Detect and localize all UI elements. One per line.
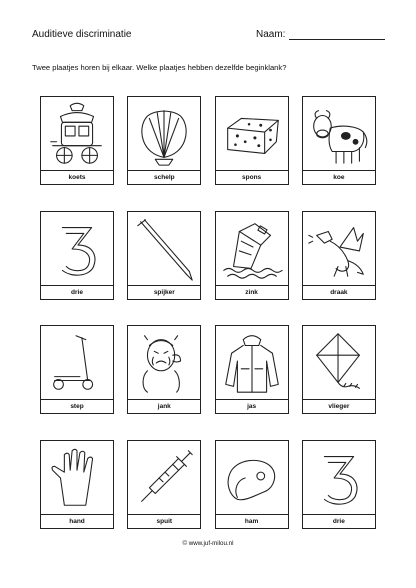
word-label: drie [303,514,375,528]
picture-card [215,325,289,414]
picture-card [215,211,289,300]
picture-card [302,325,376,414]
number-three-icon [303,441,375,514]
name-field [256,29,385,40]
picture-card [127,96,201,185]
picture-card [40,325,114,414]
sinking-ship-icon [216,212,288,285]
picture-card [127,325,201,414]
picture-card [40,211,114,300]
word-label: hand [41,514,113,528]
word-label: jas [216,399,288,413]
word-label: koets [41,170,113,184]
shell-icon [128,97,200,170]
copyright-footer: © www.juf-milou.nl [182,540,234,547]
crying-child-icon [128,326,200,399]
word-label: spijker [128,285,200,299]
picture-card [215,440,289,529]
page-title: Auditieve discriminatie [32,29,132,40]
word-label: drie [41,285,113,299]
cow-icon [303,97,375,170]
hand-icon [41,441,113,514]
word-label: draak [303,285,375,299]
word-label: ham [216,514,288,528]
carriage-icon [41,97,113,170]
word-label: koe [303,170,375,184]
name-label: Naam: [256,29,286,40]
coat-icon [216,326,288,399]
word-label: jank [128,399,200,413]
sponge-icon [216,97,288,170]
nail-icon [128,212,200,285]
picture-card [40,96,114,185]
name-line [289,29,385,40]
syringe-icon [128,441,200,514]
word-label: schelp [128,170,200,184]
word-label: spons [216,170,288,184]
picture-card [302,96,376,185]
dragon-icon [303,212,375,285]
word-label: zink [216,285,288,299]
picture-card [215,96,289,185]
instruction-text: Twee plaatjes horen bij elkaar. Welke plaatjes hebben dezelfde beginklank? [32,63,287,72]
kite-icon [303,326,375,399]
picture-grid [40,96,376,529]
picture-card [40,440,114,529]
word-label: step [41,399,113,413]
word-label: spuit [128,514,200,528]
ham-icon [216,441,288,514]
word-label: vlieger [303,399,375,413]
scooter-icon [41,326,113,399]
picture-card [127,440,201,529]
picture-card [127,211,201,300]
picture-card [302,440,376,529]
picture-card [302,211,376,300]
number-three-icon [41,212,113,285]
